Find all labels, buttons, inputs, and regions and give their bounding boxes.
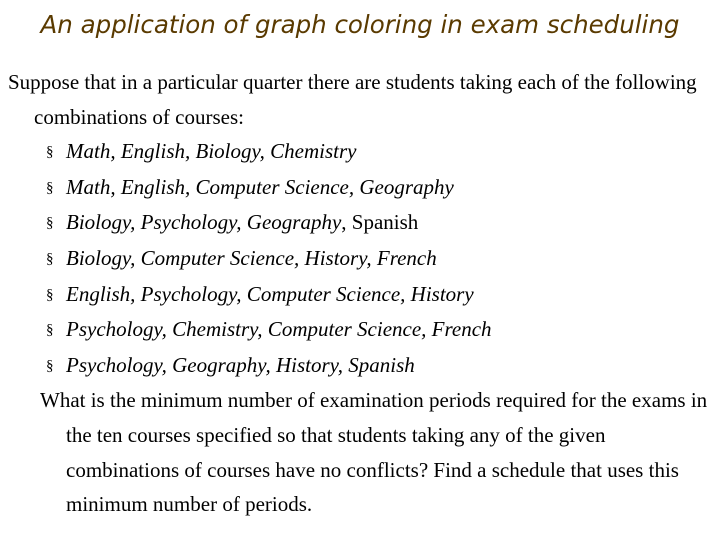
bullet-square-icon: §	[46, 179, 54, 196]
bullet-square-icon: §	[46, 322, 54, 339]
bullet-square-icon: §	[46, 250, 54, 267]
slide-body	[8, 65, 718, 522]
list-item	[46, 348, 718, 384]
question-paragraph: What is the minimum number of examination periods required for the exams in the ten courses specified so that students taking any of the given combinations of courses have no conflicts? Find a schedule that uses this minimum number of periods.	[40, 388, 708, 517]
course-combination: Math, English, Computer Science, Geography	[66, 174, 454, 199]
bullet-square-icon: §	[46, 215, 54, 232]
bullet-square-icon: §	[46, 286, 54, 303]
course-combination-list	[8, 134, 718, 383]
bullet-square-icon: §	[46, 144, 54, 161]
course-combination: English, Psychology, Computer Science, History	[66, 281, 474, 306]
list-item	[46, 134, 718, 170]
course-combination-suffix: , Spanish	[341, 210, 419, 235]
course-combination: Psychology, Chemistry, Computer Science, French	[66, 317, 492, 342]
list-item	[46, 241, 718, 277]
list-item	[46, 170, 718, 206]
course-combination: Math, English, Biology, Chemistry	[66, 139, 357, 164]
list-item	[46, 277, 718, 313]
bullet-square-icon: §	[46, 357, 54, 374]
course-combination: Psychology, Geography, History, Spanish	[66, 352, 415, 377]
intro-paragraph: Suppose that in a particular quarter there are students taking each of the following combinations of courses:	[8, 70, 697, 129]
course-combination: Biology, Computer Science, History, French	[66, 245, 437, 270]
slide-title: An application of graph coloring in exam scheduling	[40, 10, 680, 39]
list-item	[46, 312, 718, 348]
list-item	[46, 205, 718, 241]
course-combination: Biology, Psychology, Geography	[66, 210, 342, 235]
